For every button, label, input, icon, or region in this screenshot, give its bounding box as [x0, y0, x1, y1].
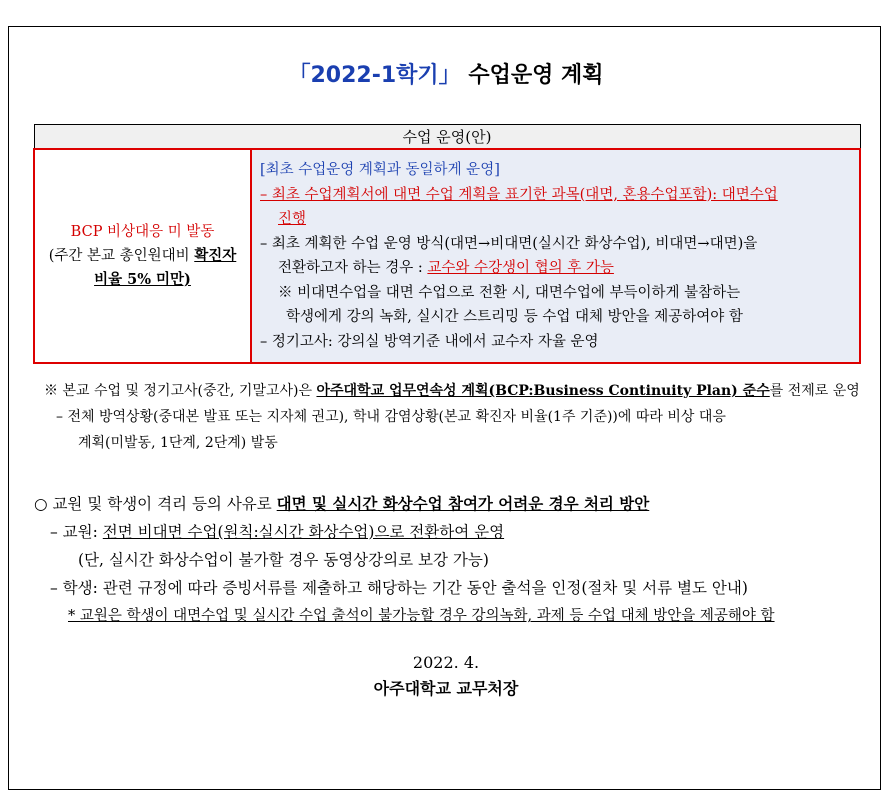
- operation-item-1: – 최초 수업계획서에 대면 수업 계획을 표기한 과목(대면, 혼용수업포함): 대면수업: [260, 186, 778, 203]
- condition-confirmed: 확진자: [194, 247, 237, 264]
- operation-item-3: – 정기고사: 강의실 방역기준 내에서 교수자 자율 운영: [260, 333, 599, 350]
- operation-cell: [251, 149, 860, 363]
- section-heading-emph: 대면 및 실시간 화상수업 참여가 어려운 경우 처리 방안: [276, 494, 650, 513]
- page-title: [0, 58, 892, 89]
- operation-note: ※ 비대면수업을 대면 수업으로 전환 시, 대면수업에 부득이하게 불참하는: [278, 284, 741, 301]
- table-header: 수업 운영(안): [34, 125, 860, 150]
- teacher-label: – 교원:: [50, 523, 103, 541]
- teacher-note: (단, 실시간 화상수업이 불가할 경우 동영상강의로 보강 가능): [78, 551, 489, 569]
- operation-item-2: – 최초 계획한 수업 운영 방식(대면→비대면(실시간 화상수업), 비대면→대면)을: [260, 235, 758, 252]
- note-bcp: 아주대학교 업무연속성 계획(BCP:Business Continuity Plan) 준수: [316, 383, 770, 399]
- operation-note-cont: 학생에게 강의 녹화, 실시간 스트리밍 등 수업 대체 방안을 제공하여야 함: [286, 309, 743, 325]
- section-heading-text: ○ 교원 및 학생이 격리 등의 사유로: [34, 495, 277, 513]
- student-note: * 교원은 학생이 대면수업 및 실시간 수업 출석이 불가능할 경우 강의녹화, 과제 등 수업 대체 방안을 제공해야 함: [68, 608, 775, 624]
- operation-item-2-text: 전환하고자 하는 경우 :: [278, 260, 428, 276]
- title-rest: 수업운영 계획: [460, 63, 604, 88]
- footer: [0, 650, 892, 702]
- condition-ratio: 비율 5% 미만): [94, 271, 191, 288]
- teacher-policy: 전면 비대면 수업(원칙:실시간 화상수업)으로 전환하여 운영: [102, 523, 505, 541]
- footer-org: 아주대학교 교무처장: [373, 679, 519, 698]
- title-term: 「2022-1학기」: [288, 63, 461, 88]
- note-line-1-text: ※ 본교 수업 및 정기고사(중간, 기말고사)은: [44, 383, 317, 399]
- footer-date: 2022. 4.: [412, 653, 480, 672]
- student-line: – 학생: 관련 규정에 따라 증빙서류를 제출하고 해당하는 기간 동안 출석을 인정(절차 및 서류 별도 안내): [50, 579, 748, 597]
- notes-block: [44, 378, 860, 456]
- section-heading: [34, 490, 775, 518]
- operation-item-1-cont: 진행: [278, 211, 307, 227]
- note-line-1-end: 를 전제로 운영: [769, 383, 860, 399]
- condition-detail-text: (주간 본교 총인원대비: [48, 248, 195, 264]
- condition-title: BCP 비상대응 미 발동: [70, 224, 215, 240]
- note-line-1: [44, 378, 860, 404]
- operation-item-2-cont: [260, 256, 849, 281]
- teacher-line: [34, 518, 775, 546]
- operation-item-2-condition: 교수와 수강생이 협의 후 가능: [427, 260, 614, 276]
- condition-cell: [34, 149, 251, 363]
- condition-detail: [36, 244, 249, 268]
- absence-section: [34, 490, 775, 630]
- note-line-2: – 전체 방역상황(중대본 발표 또는 지자체 권고), 학내 감염상황(본교 확진자 비율(1주 기준))에 따라 비상 대응: [56, 409, 726, 425]
- note-line-3: 계획(미발동, 1단계, 2단계) 발동: [78, 435, 278, 451]
- operation-heading: [최초 수업운영 계획과 동일하게 운영]: [260, 162, 500, 178]
- plan-table: [33, 124, 861, 364]
